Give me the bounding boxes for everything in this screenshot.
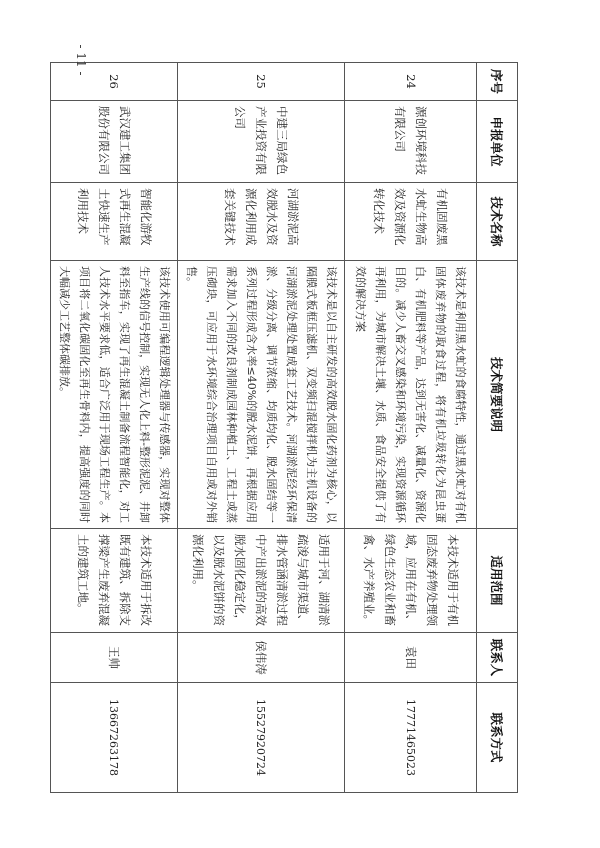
cell-seq: 25 xyxy=(178,63,345,101)
cell-phone: 17771465023 xyxy=(345,683,477,793)
cell-unit: 武汉建工集团股份有限公司 xyxy=(51,101,178,183)
header-scope: 适用范围 xyxy=(477,529,518,633)
header-seq: 序号 xyxy=(477,63,518,101)
cell-phone: 13667263178 xyxy=(51,683,178,793)
cell-scope: 适用于河、湖清淤疏浚与城市渠道、排水管涵清淤过程中产出淤泥的高效脱水固化稳定化，以及脱水泥饼的资源化利用。 xyxy=(178,529,345,633)
header-name: 技术名称 xyxy=(477,183,518,261)
cell-phone: 15527920724 xyxy=(178,683,345,793)
cell-name: 智能化游牧式再生混凝土快速生产利用技术 xyxy=(51,183,178,261)
cell-desc: 该技术是以自主研发的高效脱水固化药剂为核心，以隔膜式板框压滤机、双变频扫混搅拌机为主机设备的河湖淤泥处理处置成套工艺技术。河湖淤泥经环保清淤、分级分离、调节浓缩、均质均化、脱水固结等一系列过程形成含水率≤40%的脱水泥饼，再根据应用需求加入不同的改良剂制成园林种植土、工程土或蒸压砌块，可应用于水环境综合治理项目自用或对外销售。 xyxy=(178,261,345,529)
header-unit: 申报单位 xyxy=(477,101,518,183)
table-row xyxy=(345,63,477,793)
cell-contact: 侯伟涛 xyxy=(178,633,345,683)
cell-unit: 中建三局绿色产业投资有限公司 xyxy=(178,101,345,183)
cell-name: 河湖淤泥高效脱水及资源化利用成套关键技术 xyxy=(178,183,345,261)
cell-desc: 该技术是利用黑水虻的食腐特性，通过黑水虻对有机固体废弃物的取食过程，将有机垃圾转化为昆虫蛋白、有机肥料等产品，达到无害化、减量化、资源化目的。减少人畜交叉感染和环境污染，实现资源循环再利用，为城市解决土壤、水质、食品安全提供了有效的解决方案 xyxy=(345,261,477,529)
cell-scope: 本技术适用于有机固态废弃物处理领域，应用在有机、绿色生态农业和畜禽、水产养殖业。 xyxy=(345,529,477,633)
header-contact: 联系人 xyxy=(477,633,518,683)
cell-seq: 26 xyxy=(51,63,178,101)
page-number: - 11 - xyxy=(74,44,88,76)
table-row xyxy=(178,63,345,793)
table-header-row xyxy=(477,63,518,793)
table-row xyxy=(51,63,178,793)
cell-name: 有机固废黑水虻生物高效及资源化转化技术 xyxy=(345,183,477,261)
cell-seq: 24 xyxy=(345,63,477,101)
cell-contact: 王帅 xyxy=(51,633,178,683)
technology-table xyxy=(50,62,518,793)
cell-desc: 该技术使用可编程逻辑处理器与传感器，实现对整体生产线的信号控制，实现无人化上料-整形泥泥、井卸料至指车，实现了再生混凝土制备流程智能化，对工人技术水平要求低，适合广泛用于现场工程生产。本项目将二氧化碳固化至再生骨料内，提高强度的同时大幅减少工艺整体碳排放。 xyxy=(51,261,178,529)
header-phone: 联系方式 xyxy=(477,683,518,793)
cell-unit: 源创环境科技有限公司 xyxy=(345,101,477,183)
header-desc: 技术简要说明 xyxy=(477,261,518,529)
cell-scope: 本技术适用于拆改既有建筑、拆除支撑梁产生废弃混凝土的建筑工地。 xyxy=(51,529,178,633)
cell-contact: 袁田 xyxy=(345,633,477,683)
